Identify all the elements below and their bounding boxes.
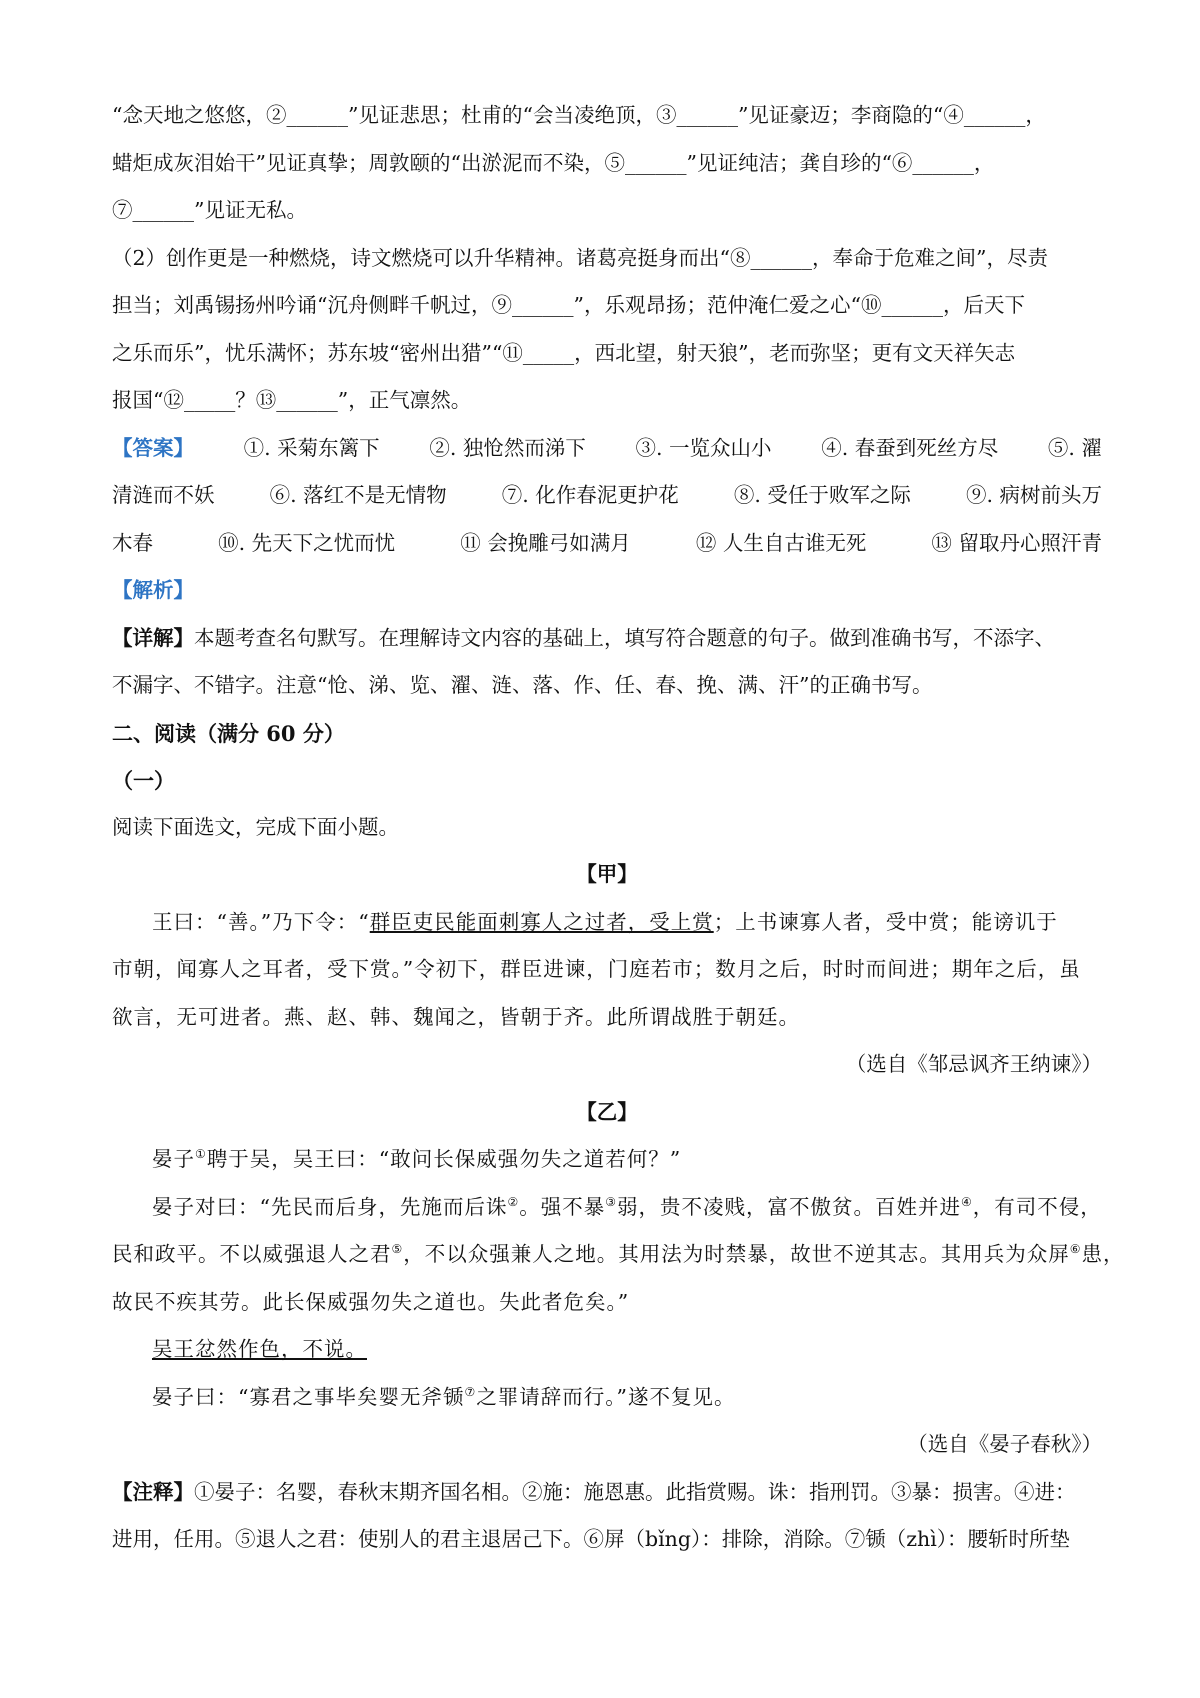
answer-item: ③. 一览众山小	[635, 435, 772, 460]
jia-source: （选自《邹忌讽齐王纳谏》）	[845, 1052, 1102, 1076]
yi-text: ，不以众强兼人之地。其用法为时禁暴，故世不逆其志。其用兵为众屏	[403, 1242, 1070, 1266]
jia-text: 王曰：“善。”乃下令：“	[152, 909, 370, 934]
footnote-mark: ②	[507, 1194, 520, 1209]
passage-heading-yi: 【乙】	[576, 1099, 638, 1124]
answer-item: ①. 采菊东篱下	[243, 435, 380, 460]
footnote-mark: ⑥	[1069, 1242, 1082, 1257]
fill-in-line: “念天地之悠悠，②______”见证悲思；杜甫的“会当凌绝顶，③______”见证豪迈；李商隐的“④______，	[112, 103, 1046, 127]
yi-text: 晏子曰：“寡君之事毕矣婴无斧锧	[152, 1384, 465, 1409]
answer-row	[112, 520, 1102, 568]
fill-in-line: 担当；刘禹锡扬州吟诵“沉舟侧畔千帆过，⑨______”，乐观昂扬；范仲淹仁爱之心“⑩______，后天下	[112, 293, 1025, 317]
yi-line: 故民不疾其劳。此长保威强勿失之道也。失此者危矣。”	[112, 1289, 630, 1314]
yi-line	[112, 1184, 1102, 1232]
instruction: 阅读下面选文，完成下面小题。	[112, 814, 399, 839]
jia-line	[112, 899, 1102, 947]
analysis-label: 【解析】	[112, 578, 194, 602]
answer-item: ⑨. 病树前头万	[965, 483, 1102, 507]
answer-item: 木春	[112, 530, 153, 555]
yi-text: ，有司不侵，	[972, 1194, 1102, 1219]
answer-item: ⑬ 留取丹心照汗青	[931, 530, 1102, 555]
yi-source: （选自《晏子春秋》）	[907, 1432, 1102, 1456]
footnote-mark: ③	[605, 1194, 618, 1209]
detail-line	[112, 615, 1102, 663]
fill-in-line: 之乐而乐”，忧乐满怀；苏东坡“密州出猎”“⑪_____，西北望，射天狼”，老而弥坚；更有文天祥矢志	[112, 340, 1016, 365]
yi-line	[112, 1231, 1125, 1279]
answer-item: ②. 独怆然而涕下	[429, 435, 586, 460]
fill-in-line: ⑦______”见证无私。	[112, 198, 307, 222]
yi-text: 民和政平。不以威强退人之君	[112, 1242, 392, 1266]
footnote-mark: ⑦	[464, 1384, 477, 1399]
answer-row	[112, 472, 1102, 520]
answer-row	[112, 425, 1102, 473]
detail-text: 本题考查名句默写。在理解诗文内容的基础上，填写符合题意的句子。做到准确书写，不添字、	[194, 625, 1055, 650]
jia-text: ；上书谏寡人者，受中赏；能谤讥于	[713, 909, 1058, 934]
document-page	[112, 92, 1125, 1564]
fill-in-line: 报国“⑫_____？⑬______”，正气凛然。	[112, 388, 472, 412]
footnote-mark: ①	[195, 1147, 207, 1162]
jia-line: 市朝，闻寡人之耳者，受下赏。”令初下，群臣进谏，门庭若市；数月之后，时时而间进；期年之后，虽	[112, 957, 1081, 981]
footnote-mark: ⑤	[391, 1242, 404, 1257]
answer-item: ⑦. 化作春泥更护花	[501, 483, 679, 507]
yi-text: 患，	[1081, 1242, 1125, 1266]
yi-text: 弱，贵不凌贱，富不傲贫。百姓并进	[617, 1194, 962, 1219]
fill-in-line: 蜡炬成灰泪始干”见证真挚；周敦颐的“出淤泥而不染，⑤______”见证纯洁；龚自珍的“⑥______，	[112, 150, 995, 175]
answer-label: 【答案】	[112, 435, 194, 460]
answer-item: ⑩. 先天下之忧而忧	[218, 530, 396, 555]
yi-line	[112, 1374, 1102, 1422]
jia-line: 欲言，无可进者。燕、赵、韩、魏闻之，皆朝于齐。此所谓战胜于朝廷。	[112, 1004, 800, 1029]
answer-item: ⑤. 濯	[1047, 435, 1102, 460]
notes-line: 进用，任用。⑤退人之君：使别人的君主退居己下。⑥屏（bǐng）：排除，消除。⑦锧（zhì）：腰斩时所垫	[112, 1527, 1071, 1551]
yi-text: 。强不暴	[519, 1194, 606, 1219]
answer-item: ④. 春蚕到死丝方尽	[821, 435, 999, 460]
yi-text: 晏子对曰：“先民而后身，先施而后诛	[152, 1194, 508, 1219]
subsection-title: （一）	[112, 767, 175, 793]
fill-in-line: （2）创作更是一种燃烧，诗文燃烧可以升华精神。诸葛亮挺身而出“⑧______，奉命于危难之间”，尽责	[112, 245, 1049, 270]
notes-line	[112, 1469, 1102, 1517]
underlined-sentence: 吴王忿然作色，不说。	[152, 1337, 367, 1361]
footnote-mark: ④	[961, 1194, 973, 1209]
yi-line	[112, 1136, 1102, 1184]
notes-text: ①晏子：名婴，春秋末期齐国名相。②施：施恩惠。此指赏赐。诛：指刑罚。③暴：损害。④进：	[194, 1479, 1076, 1504]
yi-text: 之罪请辞而行。”遂不复见。	[476, 1384, 736, 1409]
answer-item: 清涟而不妖	[112, 483, 215, 507]
answer-item: ⑥. 落红不是无情物	[269, 483, 447, 507]
underlined-sentence: 群臣吏民能面刺寡人之过者，受上赏	[369, 909, 714, 934]
answer-item: ⑧. 受任于败军之际	[733, 483, 911, 507]
passage-heading-jia: 【甲】	[576, 862, 638, 886]
answer-item: ⑫ 人生自古谁无死	[695, 530, 867, 555]
yi-text: 晏子	[152, 1147, 195, 1171]
yi-line	[112, 1326, 1102, 1374]
detail-label: 【详解】	[112, 625, 194, 650]
section-title: 二、阅读（满分 60 分）	[112, 720, 345, 746]
yi-text: 聘于吴，吴王曰：“敢问长保威强勿失之道若何？”	[206, 1147, 682, 1171]
detail-line: 不漏字、不错字。注意“怆、涕、览、濯、涟、落、作、任、春、挽、满、汗”的正确书写。	[112, 673, 933, 697]
notes-label: 【注释】	[112, 1479, 194, 1504]
answer-item: ⑪ 会挽雕弓如满月	[460, 530, 631, 555]
